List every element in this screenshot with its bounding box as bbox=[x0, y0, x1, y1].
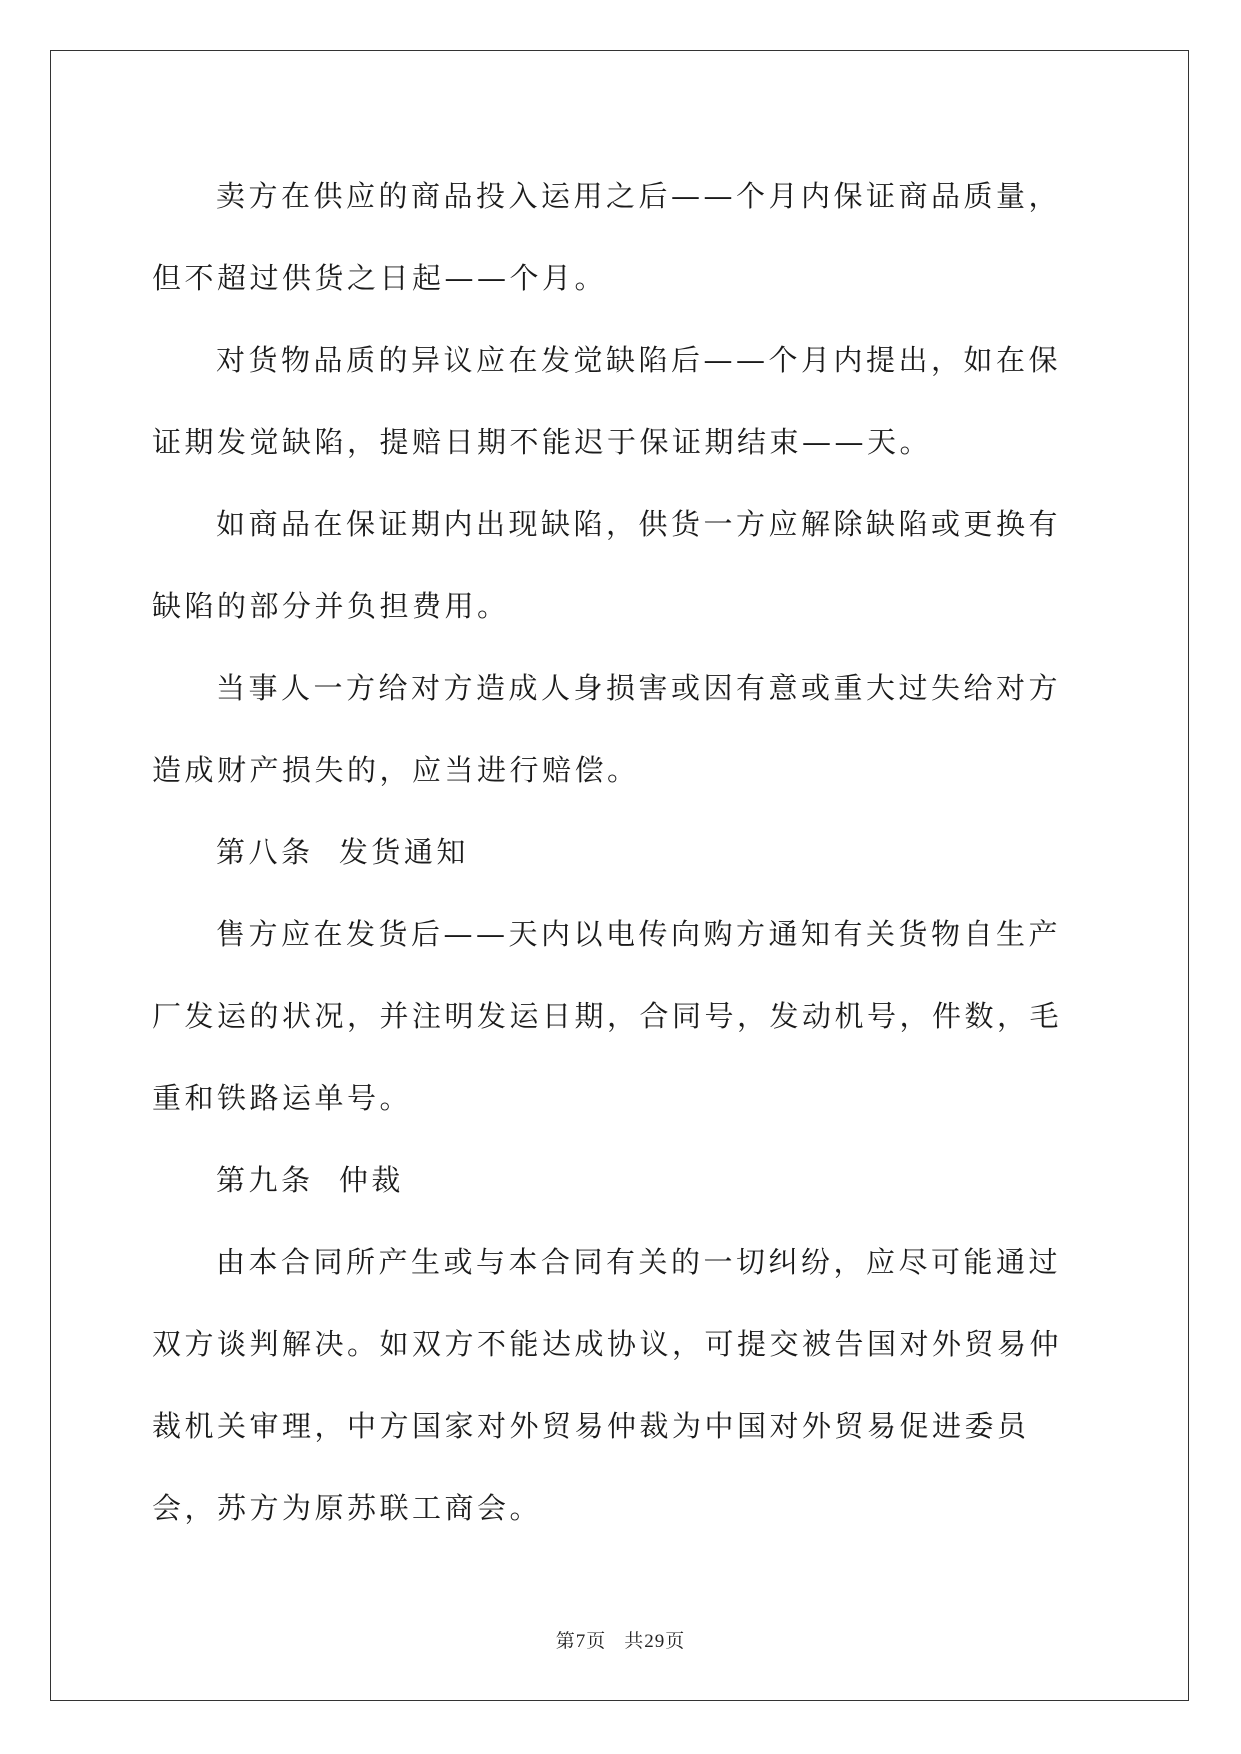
page-number: 第7页 bbox=[555, 1631, 607, 1652]
paragraph-shipping-notice: 售方应在发货后——天内以电传向购方通知有关货物自生产厂发运的状况，并注明发运日期，合同号，发动机号，件数，毛重和铁路运单号。 bbox=[152, 917, 1063, 1115]
paragraph-compensation: 当事人一方给对方造成人身损害或因有意或重大过失给对方造成财产损失的，应当进行赔偿。 bbox=[152, 671, 1062, 787]
paragraph-quality-objection: 对货物品质的异议应在发觉缺陷后——个月内提出，如在保证期发觉缺陷，提赔日期不能迟于保证期结束——天。 bbox=[152, 343, 1062, 459]
paragraph-defect-remedy: 如商品在保证期内出现缺陷，供货一方应解除缺陷或更换有缺陷的部分并负担费用。 bbox=[152, 507, 1062, 623]
section-heading-arbitration: 第九条 仲裁 bbox=[216, 1163, 404, 1197]
page-footer bbox=[0, 1626, 1241, 1653]
paragraph-quality-guarantee: 卖方在供应的商品投入运用之后——个月内保证商品质量，但不超过供货之日起——个月。 bbox=[152, 179, 1062, 295]
document-body bbox=[152, 155, 1092, 1549]
section-heading-shipping-notice: 第八条 发货通知 bbox=[216, 835, 469, 869]
paragraph-arbitration: 由本合同所产生或与本合同有关的一切纠纷，应尽可能通过双方谈判解决。如双方不能达成协议，可提交被告国对外贸易仲裁机关审理，中方国家对外贸易仲裁为中国对外贸易促进委员会，苏方为原苏联工商会。 bbox=[152, 1245, 1063, 1525]
page-total: 共29页 bbox=[624, 1631, 686, 1652]
